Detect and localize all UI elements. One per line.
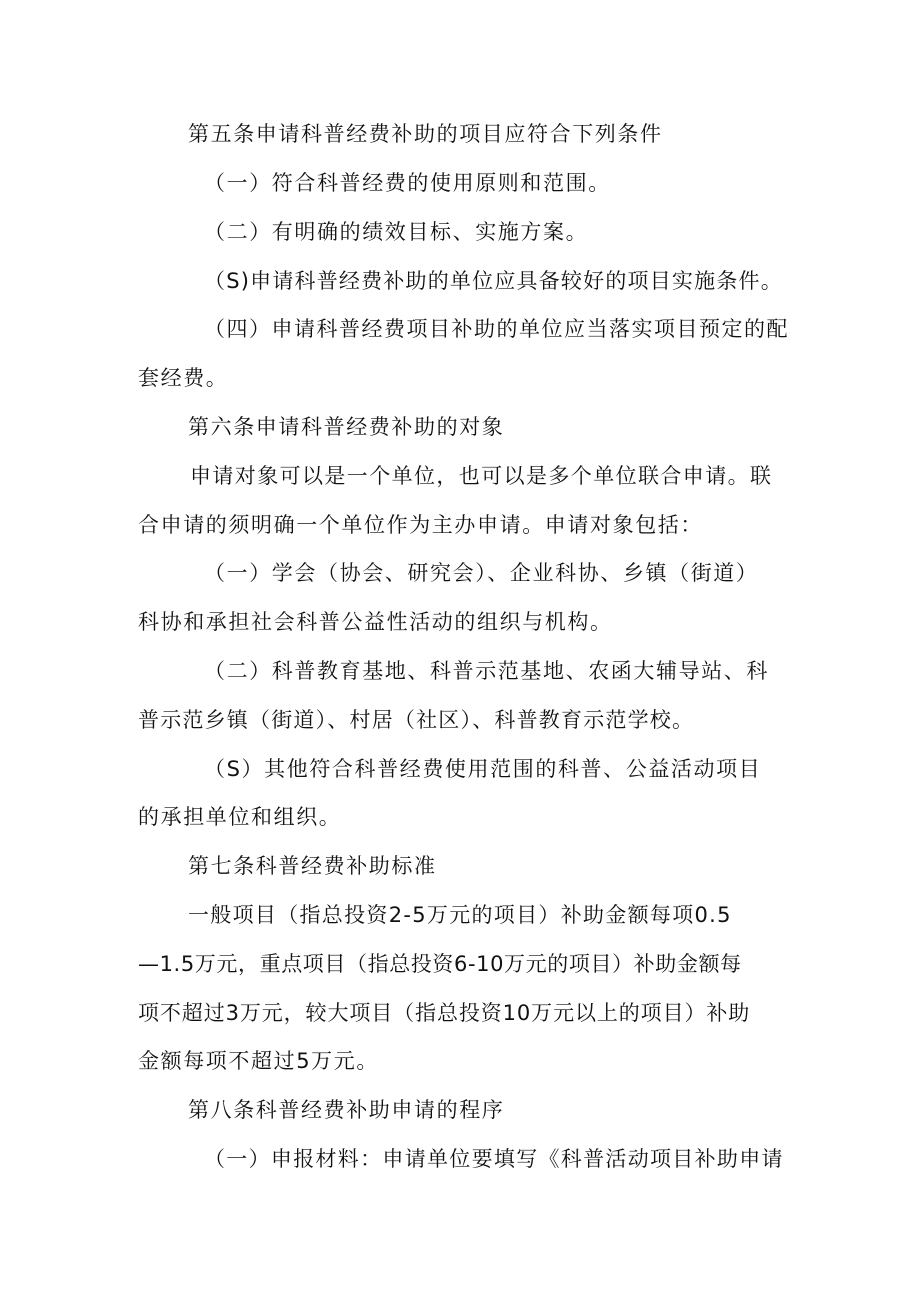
article-5-item-1: （一）符合科普经费的使用原则和范围。 <box>204 171 611 195</box>
article-5-item-4-line-2: 套经费。 <box>138 366 229 390</box>
article-6-item-2-line-2: 普示范乡镇（街道）、村居（社区）、科普教育示范学校。 <box>138 708 695 732</box>
article-7-heading: 第七条科普经费补助标准 <box>188 854 437 878</box>
article-8-item-1-line-1: （一）申报材料：申请单位要填写《科普活动项目补助申请 <box>204 1147 784 1171</box>
article-6-item-3-line-1: （S）其他符合科普经费使用范围的科普、公益活动项目 <box>204 757 762 781</box>
article-6-heading: 第六条申请科普经费补助的对象 <box>188 415 505 439</box>
article-7-para-line-4: 金额每项不超过5万元。 <box>138 1049 379 1073</box>
article-8-heading: 第八条科普经费补助申请的程序 <box>188 1098 505 1122</box>
article-6-para-line-2: 合申请的须明确一个单位作为主办申请。申请对象包括： <box>138 513 703 537</box>
article-6-item-1-line-2: 科协和承担社会科普公益性活动的组织与机构。 <box>138 610 613 634</box>
article-7-para-line-3: 项不超过3万元，较大项目（指总投资10万元以上的项目）补助 <box>138 1001 751 1025</box>
article-5-item-4-line-1: （四）申请科普经费项目补助的单位应当落实项目预定的配 <box>204 317 789 341</box>
article-7-para-line-1: 一般项目（指总投资2-5万元的项目）补助金额每项0.5 <box>188 903 732 927</box>
article-6-item-1-line-1: （一）学会（协会、研究会）、企业科协、乡镇（街道） <box>204 561 759 585</box>
article-5-item-2: （二）有明确的绩效目标、实施方案。 <box>204 220 589 244</box>
article-6-item-3-line-2: 的承担单位和组织。 <box>138 805 342 829</box>
article-7-para-line-2: —1.5万元，重点项目（指总投资6-10万元的项目）补助金额每 <box>138 952 742 976</box>
article-5-item-3: （S)申请科普经费补助的单位应具备较好的项目实施条件。 <box>204 269 783 293</box>
article-5-heading: 第五条申请科普经费补助的项目应符合下列条件 <box>188 122 663 146</box>
article-6-para-line-1: 申请对象可以是一个单位，也可以是多个单位联合申请。联 <box>190 464 773 488</box>
article-6-item-2-line-1: （二）科普教育基地、科普示范基地、农函大辅导站、科 <box>204 659 769 683</box>
